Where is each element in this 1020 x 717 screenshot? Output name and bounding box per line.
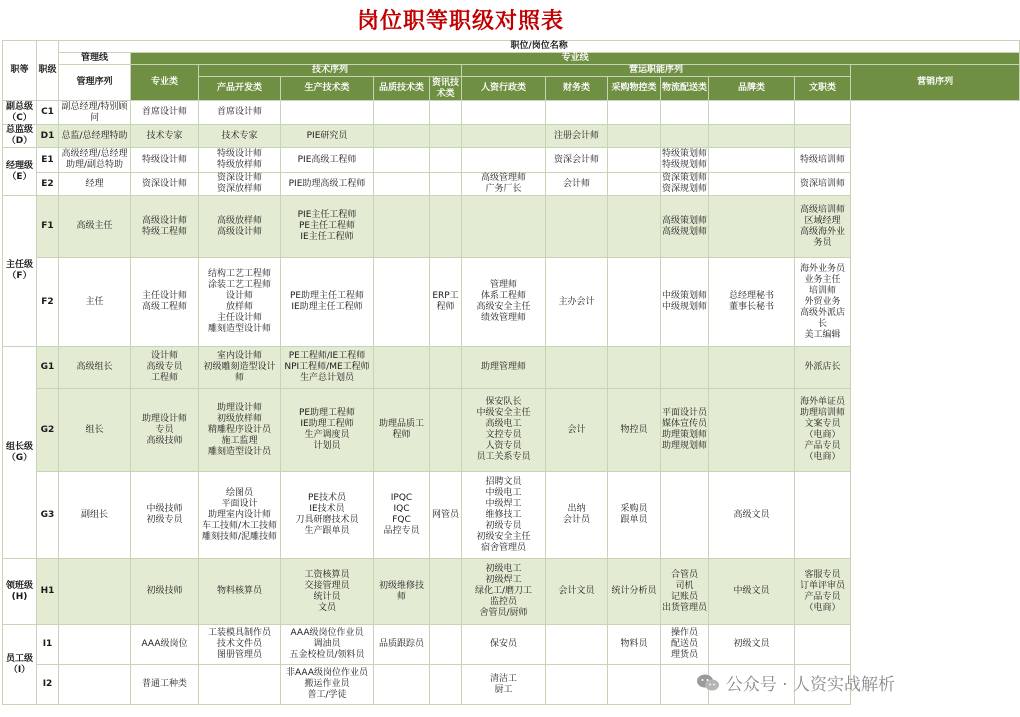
level-cell: F1 — [37, 196, 59, 258]
mgmt-seq-cell: 高级经理/总经理助理/副总特助 — [59, 148, 131, 173]
position-cell: ERP工程师 — [430, 258, 462, 347]
position-cell: 资深设计师 — [131, 173, 199, 196]
level-cell: F2 — [37, 258, 59, 347]
position-cell: AAA级岗位 — [131, 625, 199, 665]
position-cell — [608, 196, 661, 258]
header-col-logistics: 物流配送类 — [661, 77, 709, 101]
table-row — [3, 389, 1020, 472]
position-cell: 高级策划师 高级规划师 — [661, 196, 709, 258]
position-cell: PIE助理高级工程师 — [281, 173, 374, 196]
header-level: 职级 — [37, 41, 59, 101]
wechat-icon — [696, 674, 720, 692]
position-cell: 海外业务员 业务主任 培训师 外贸业务 高级外派店长 美工编辑 — [795, 258, 851, 347]
table-row — [3, 148, 1020, 173]
position-cell: 初级技师 — [131, 559, 199, 625]
position-cell: 物料核算员 — [199, 559, 281, 625]
level-cell: C1 — [37, 101, 59, 125]
position-cell: 资深培训师 — [795, 173, 851, 196]
position-cell — [374, 101, 430, 125]
position-cell: 资深会计师 — [546, 148, 608, 173]
header-prof-line: 专业线 — [131, 53, 1020, 65]
header-col-product-dev: 产品开发类 — [199, 77, 281, 101]
position-cell — [546, 665, 608, 705]
mgmt-seq-cell: 副总经理/特别顾问 — [59, 101, 131, 125]
level-cell: I2 — [37, 665, 59, 705]
position-cell — [661, 101, 709, 125]
grade-cell: 组长级 （G） — [3, 347, 37, 559]
position-cell — [430, 173, 462, 196]
position-cell: 特级策划师 特级规划师 — [661, 148, 709, 173]
position-cell — [430, 125, 462, 148]
level-cell: H1 — [37, 559, 59, 625]
position-cell: 统计分析员 — [608, 559, 661, 625]
page-title: 岗位职等职级对照表 — [356, 9, 564, 34]
position-cell — [608, 665, 661, 705]
position-cell: 主办会计 — [546, 258, 608, 347]
position-cell — [430, 625, 462, 665]
position-cell: 会计文员 — [546, 559, 608, 625]
position-cell: 助理品质工程师 — [374, 389, 430, 472]
header-col-hr-admin: 人资行政类 — [462, 77, 546, 101]
position-cell: PIE高级工程师 — [281, 148, 374, 173]
table-row — [3, 196, 1020, 258]
position-cell — [430, 347, 462, 389]
position-cell — [374, 258, 430, 347]
position-cell: 清洁工 厨工 — [462, 665, 546, 705]
position-cell: 首席设计师 — [199, 101, 281, 125]
table-row — [3, 625, 1020, 665]
position-cell: PIE研究员 — [281, 125, 374, 148]
table-row — [3, 347, 1020, 389]
mgmt-seq-cell — [59, 625, 131, 665]
grade-table-body — [3, 101, 1020, 705]
position-cell — [546, 196, 608, 258]
position-cell — [608, 173, 661, 196]
position-cell: 主任设计师 高级工程师 — [131, 258, 199, 347]
level-cell: G2 — [37, 389, 59, 472]
grade-cell: 主任级 （F） — [3, 196, 37, 347]
level-cell: G1 — [37, 347, 59, 389]
position-cell — [374, 196, 430, 258]
position-cell — [795, 101, 851, 125]
position-cell: 首席设计师 — [131, 101, 199, 125]
position-cell — [430, 101, 462, 125]
header-col-production-tech: 生产技术类 — [281, 77, 374, 101]
position-cell: 物控员 — [608, 389, 661, 472]
position-cell — [709, 196, 795, 258]
position-cell: 海外单证员 助理培训师 文案专员（电商） 产品专员（电商） — [795, 389, 851, 472]
position-cell: 技术专家 — [131, 125, 199, 148]
level-cell: D1 — [37, 125, 59, 148]
position-cell — [430, 559, 462, 625]
table-row — [3, 101, 1020, 125]
position-cell: 设计师 高级专员 工程师 — [131, 347, 199, 389]
table-row — [3, 173, 1020, 196]
position-cell — [374, 665, 430, 705]
position-cell: PE工程师/IE工程师 NPI工程师/ME工程师 生产总计划员 — [281, 347, 374, 389]
position-cell — [374, 148, 430, 173]
position-cell: 初级电工 初级焊工 绿化工/磨刀工 监控员 舍管员/厨师 — [462, 559, 546, 625]
position-cell: 初级文员 — [709, 625, 795, 665]
position-cell — [709, 125, 795, 148]
position-cell — [709, 148, 795, 173]
position-cell — [709, 101, 795, 125]
position-cell: PE助理工程师 IE助理工程师 生产调度员 计划员 — [281, 389, 374, 472]
position-cell: 招聘文员 中级电工 中级焊工 维修技工 初级专员 初级安全主任 宿舍管理员 — [462, 472, 546, 559]
grade-cell: 副总级 （C） — [3, 101, 37, 125]
position-cell — [281, 101, 374, 125]
grade-cell: 总监级 （D） — [3, 125, 37, 148]
position-cell — [374, 347, 430, 389]
position-cell: 网管员 — [430, 472, 462, 559]
position-cell: 助理管理师 — [462, 347, 546, 389]
position-cell: 技术专家 — [199, 125, 281, 148]
level-cell: E2 — [37, 173, 59, 196]
table-row — [3, 559, 1020, 625]
position-cell — [430, 148, 462, 173]
position-cell: 初级维修技师 — [374, 559, 430, 625]
position-cell — [608, 258, 661, 347]
position-cell: 保安队长 中级安全主任 高级电工 文控专员 人资专员 员工关系专员 — [462, 389, 546, 472]
header-grade: 职等 — [3, 41, 37, 101]
position-cell — [608, 101, 661, 125]
level-cell: G3 — [37, 472, 59, 559]
watermark — [696, 670, 895, 695]
position-cell — [795, 125, 851, 148]
position-cell — [546, 625, 608, 665]
position-cell: PE助理主任工程师 IE助理主任工程师 — [281, 258, 374, 347]
position-cell: 中级策划师 中级规划师 — [661, 258, 709, 347]
position-cell — [430, 389, 462, 472]
mgmt-seq-cell: 高级主任 — [59, 196, 131, 258]
position-cell — [709, 173, 795, 196]
table-row — [3, 258, 1020, 347]
position-cell — [374, 173, 430, 196]
position-cell — [462, 148, 546, 173]
position-cell: 注册会计师 — [546, 125, 608, 148]
header-col-quality-tech: 品质技术类 — [374, 77, 430, 101]
mgmt-seq-cell: 主任 — [59, 258, 131, 347]
position-cell — [546, 101, 608, 125]
position-cell — [462, 101, 546, 125]
mgmt-seq-cell: 副组长 — [59, 472, 131, 559]
position-cell — [661, 472, 709, 559]
position-cell — [462, 125, 546, 148]
position-cell: 特级设计师 特级放样师 — [199, 148, 281, 173]
position-cell: 品质跟踪员 — [374, 625, 430, 665]
position-cell: 物料员 — [608, 625, 661, 665]
position-cell: 出纳 会计员 — [546, 472, 608, 559]
position-cell: 特级培训师 — [795, 148, 851, 173]
header-col-finance: 财务类 — [546, 77, 608, 101]
table-row — [3, 472, 1020, 559]
position-cell: 绘图员 平面设计 助理室内设计师 车工技师/木工技师 雕刻技师/泥雕技师 — [199, 472, 281, 559]
position-cell: 合管员 司机 记账员 出货管理员 — [661, 559, 709, 625]
position-cell: 外派店长 — [795, 347, 851, 389]
mgmt-seq-cell — [59, 665, 131, 705]
level-cell: E1 — [37, 148, 59, 173]
position-cell — [374, 125, 430, 148]
header-col-clerical: 文职类 — [795, 77, 851, 101]
position-cell: AAA级岗位作业员 调油员 五金校检员/领料员 — [281, 625, 374, 665]
position-cell: 高级设计师 特级工程师 — [131, 196, 199, 258]
position-cell: 总经理秘书 董事长秘书 — [709, 258, 795, 347]
position-cell: 客服专员 订单评审员 产品专员（电商） — [795, 559, 851, 625]
position-cell: 工资核算员 交接管理员 统计员 文员 — [281, 559, 374, 625]
position-cell: 助理设计师 专员 高级技师 — [131, 389, 199, 472]
position-cell — [795, 625, 851, 665]
header-position-name: 职位/岗位名称 — [59, 41, 1020, 53]
mgmt-seq-cell: 经理 — [59, 173, 131, 196]
position-cell: 会计师 — [546, 173, 608, 196]
position-cell — [430, 665, 462, 705]
header-ops-seq: 营运职能序列 — [462, 65, 851, 77]
header-col-it: 资讯技术类 — [430, 77, 462, 101]
mgmt-seq-cell: 高级组长 — [59, 347, 131, 389]
position-cell: 高级管理师 广务厂长 — [462, 173, 546, 196]
position-cell — [661, 125, 709, 148]
mgmt-seq-cell — [59, 559, 131, 625]
position-cell — [462, 196, 546, 258]
mgmt-seq-cell: 总监/总经理特助 — [59, 125, 131, 148]
position-cell — [199, 665, 281, 705]
level-cell: I1 — [37, 625, 59, 665]
position-cell: 高级培训师 区域经理 高级海外业务员 — [795, 196, 851, 258]
position-cell: 特级设计师 — [131, 148, 199, 173]
position-cell — [608, 125, 661, 148]
position-cell: 非AAA级岗位作业员 搬运作业员 普工/学徒 — [281, 665, 374, 705]
position-cell: 高级文员 — [709, 472, 795, 559]
header-prof-class: 专业类 — [131, 65, 199, 101]
position-cell: 保安员 — [462, 625, 546, 665]
position-cell — [546, 347, 608, 389]
position-cell: 平面设计员 媒体宣传员 助理策划师 助理规划师 — [661, 389, 709, 472]
position-cell: PIE主任工程师 PE主任工程师 IE主任工程师 — [281, 196, 374, 258]
position-cell — [430, 196, 462, 258]
position-cell: PE技术员 IE技术员 刀具研磨技术员 生产跟单员 — [281, 472, 374, 559]
grade-table — [2, 40, 1020, 705]
position-cell: 管理师 体系工程师 高级安全主任 绩效管理师 — [462, 258, 546, 347]
watermark-text: 公众号 · 人资实战解析 — [725, 675, 895, 695]
position-cell: 中级技师 初级专员 — [131, 472, 199, 559]
position-cell — [608, 347, 661, 389]
position-cell: 结构工艺工程师 涂装工艺工程师 设计师 放样师 主任设计师 雕刻造型设计师 — [199, 258, 281, 347]
position-cell — [795, 472, 851, 559]
position-cell — [709, 389, 795, 472]
header-mgmt-line: 管理线 — [59, 53, 131, 65]
header-col-brand: 品牌类 — [709, 77, 795, 101]
position-cell: 资深设计师 资深放样师 — [199, 173, 281, 196]
table-row — [3, 125, 1020, 148]
position-cell: 资深策划师 资深规划师 — [662, 173, 708, 194]
header-mgmt-seq: 管理序列 — [59, 65, 131, 101]
position-cell — [709, 347, 795, 389]
position-cell: 室内设计师 初级雕刻造型设计师 — [199, 347, 281, 389]
position-cell — [661, 347, 709, 389]
mgmt-seq-cell: 组长 — [59, 389, 131, 472]
grade-cell: 经理级 （E） — [3, 148, 37, 196]
header-tech-seq: 技术序列 — [199, 65, 462, 77]
position-cell: IPQC IQC FQC 品控专员 — [374, 472, 430, 559]
position-cell: 工装模具制作员 技术文件员 图册管理员 — [199, 625, 281, 665]
header-col-procurement: 采购物控类 — [608, 77, 661, 101]
grade-cell: 员工级 （I） — [3, 625, 37, 705]
position-cell: 助理设计师 初级放样师 精雕程序设计员 施工监理 雕刻造型设计员 — [199, 389, 281, 472]
position-cell: 采购员 跟单员 — [608, 472, 661, 559]
header-col-marketing: 营销序列 — [851, 65, 1020, 101]
grade-cell: 领班级 (H) — [3, 559, 37, 625]
position-cell: 高级放样师 高级设计师 — [199, 196, 281, 258]
position-cell: 中级文员 — [709, 559, 795, 625]
position-cell: 会计 — [546, 389, 608, 472]
position-cell: 普通工种类 — [131, 665, 199, 705]
position-cell: 操作员 配送员 理货员 — [661, 625, 709, 665]
position-cell — [608, 148, 661, 173]
